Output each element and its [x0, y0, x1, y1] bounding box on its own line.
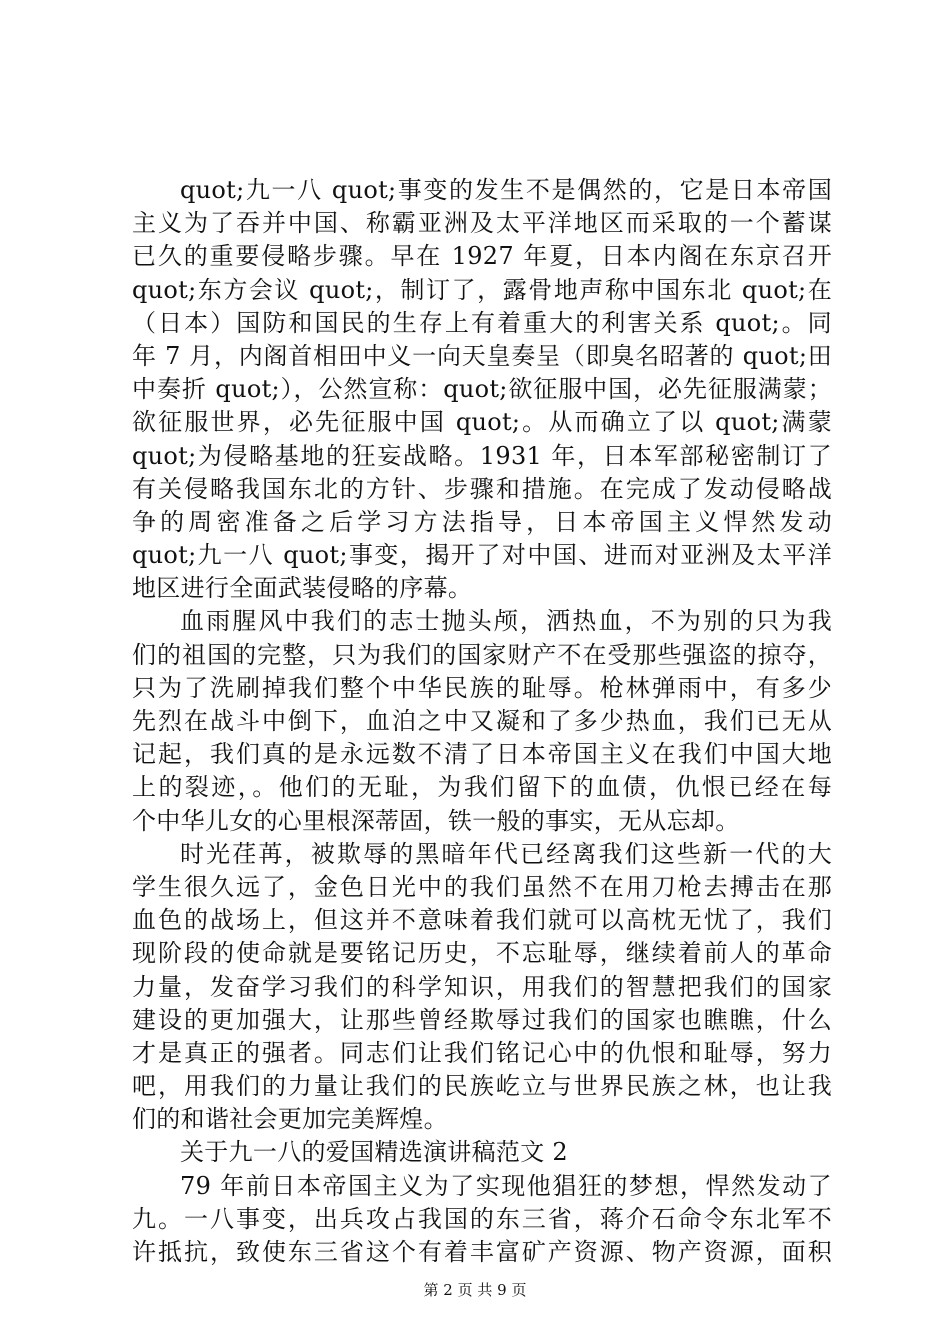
text-line: 只为了洗刷掉我们整个中华民族的耻辱。枪林弹雨中，有多少 — [132, 673, 832, 702]
text-line: 欲征服世界，必先征服中国 quot;。从而确立了以 quot;满蒙 — [132, 408, 832, 437]
text-line: 血雨腥风中我们的志士抛头颅，洒热血，不为别的只为我 — [180, 607, 832, 636]
text-line: 主义为了吞并中国、称霸亚洲及太平洋地区而采取的一个蓄谋 — [132, 209, 832, 238]
document-body — [132, 174, 832, 1269]
text-line: 记起，我们真的是永远数不清了日本帝国主义在我们中国大地 — [132, 740, 832, 769]
text-line: quot;九一八 quot;事变的发生不是偶然的，它是日本帝国 — [180, 176, 832, 204]
text-line: 争的周密准备之后学习方法指导，日本帝国主义悍然发动 — [132, 507, 832, 536]
text-line: 有关侵略我国东北的方针、步骤和措施。在完成了发动侵略战 — [132, 474, 832, 503]
text-line: 建设的更加强大，让那些曾经欺辱过我们的国家也瞧瞧，什么 — [132, 1005, 832, 1034]
text-line: 时光荏苒，被欺辱的黑暗年代已经离我们这些新一代的大 — [180, 839, 832, 868]
text-line: 才是真正的强者。同志们让我们铭记心中的仇恨和耻辱，努力 — [132, 1038, 832, 1067]
text-line: 九。一八事变，出兵攻占我国的东三省，蒋介石命令东北军不 — [132, 1204, 832, 1233]
text-line: quot;为侵略基地的狂妄战略。1931 年，日本军部秘密制订了 — [132, 441, 832, 470]
text-line: 中奏折 quot;），公然宣称：quot;欲征服中国，必先征服满蒙； — [132, 375, 832, 404]
text-line: 力量，发奋学习我们的科学知识，用我们的智慧把我们的国家 — [132, 972, 832, 1001]
text-line: 地区进行全面武装侵略的序幕。 — [132, 574, 473, 603]
text-line: 年 7 月，内阁首相田中义一向天皇奏呈（即臭名昭著的 quot;田 — [132, 341, 832, 370]
text-line: （日本）国防和国民的生存上有着重大的利害关系 quot;。同 — [132, 308, 832, 337]
text-line: quot;东方会议 quot;，制订了，露骨地声称中国东北 quot;在 — [132, 275, 832, 304]
text-line: 关于九一八的爱国精选演讲稿范文 2 — [180, 1138, 568, 1167]
text-line: 吧，用我们的力量让我们的民族屹立与世界民族之林，也让我 — [132, 1072, 832, 1101]
text-line: 先烈在战斗中倒下，血泊之中又凝和了多少热血，我们已无从 — [132, 707, 832, 735]
text-line: 79 年前日本帝国主义为了实现他猖狂的梦想，悍然发动了 — [180, 1171, 832, 1200]
text-line: 上的裂迹，。他们的无耻，为我们留下的血债，仇恨已经在每 — [132, 773, 832, 802]
text-line: 许抵抗，致使东三省这个有着丰富矿产资源、物产资源，面积 — [132, 1238, 832, 1266]
text-line: 个中华儿女的心里根深蒂固，铁一般的事实，无从忘却。 — [132, 806, 740, 835]
text-line: 们的和谐社会更加完美辉煌。 — [132, 1105, 448, 1134]
text-line: 血色的战场上，但这并不意味着我们就可以高枕无忧了，我们 — [132, 906, 832, 935]
text-line: 们的祖国的完整，只为我们的国家财产不在受那些强盗的掠夺， — [132, 640, 832, 669]
text-line: 已久的重要侵略步骤。早在 1927 年夏，日本内阁在东京召开 — [132, 242, 832, 271]
text-line: quot;九一八 quot;事变，揭开了对中国、进而对亚洲及太平洋 — [132, 541, 832, 570]
text-line: 现阶段的使命就是要铭记历史，不忘耻辱，继续着前人的革命 — [132, 939, 832, 968]
text-line: 学生很久远了，金色日光中的我们虽然不在用刀枪去搏击在那 — [132, 872, 832, 901]
page-footer: 第 2 页 共 9 页 — [423, 1281, 527, 1299]
